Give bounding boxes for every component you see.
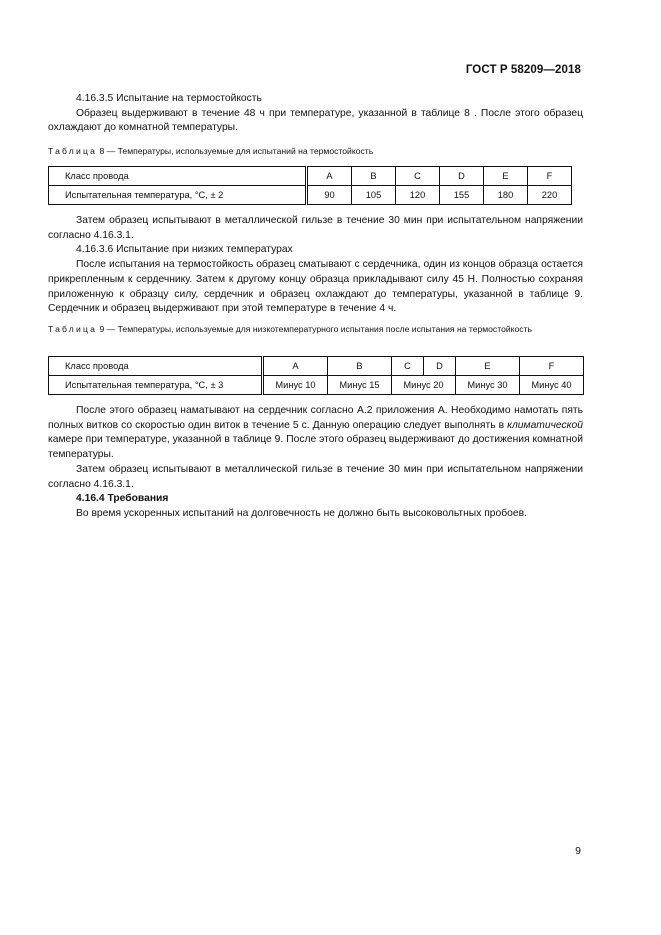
table8-class-cell: E [484, 167, 528, 186]
table8-temp-cell: 220 [528, 186, 572, 205]
table-row [49, 357, 584, 376]
table9-class-cell: E [456, 357, 520, 376]
table9-header-class: Класс провода [49, 357, 263, 376]
table9-temp-cell: Минус 30 [456, 376, 520, 395]
table9-class-cell: C [392, 357, 424, 376]
table8-class-cell: B [352, 167, 396, 186]
table9-temp-cell: Минус 15 [328, 376, 392, 395]
paragraph-winding-start: После этого образец наматывают на сердечник согласно А.2 приложения А. Необходимо намотать пять полных витков со скоростью один виток в течение 5 с. Данную операцию следует выполнять в [48, 405, 583, 431]
table8-header-temp: Испытательная температура, °C, ± 2 [49, 186, 307, 205]
paragraph-low-temp-procedure: После испытания на термостойкость образец сматывают с сердечника, один из концов образца остается прикрепленным к сердечнику. Затем к другому концу образца прикладывают силу 45 Н. Полностью сохраняя приложенную к образцу силу, сердечник и образец охлаждают до температуры, указанной в таблице 9. Сердечник и образец выдерживают при этой температуре в течение 4 ч. [48, 259, 583, 315]
paragraph-sleeve-test-2: Затем образец испытывают в металлической гильзе в течение 30 мин при испытательном напряжении согласно 4.16.3.1. [48, 463, 583, 490]
table9-caption [48, 323, 583, 335]
table8-class-cell: D [440, 167, 484, 186]
table8-class-cell: A [307, 167, 352, 186]
section-title-4-16-3-5: 4.16.3.5 Испытание на термостойкость [76, 93, 262, 104]
section-title-4-16-3-6: 4.16.3.6 Испытание при низких температурах [76, 244, 293, 256]
table9 [48, 356, 584, 395]
table9-class-cell: F [520, 357, 584, 376]
table8-temp-cell: 120 [396, 186, 440, 205]
table8-class-cell: F [528, 167, 572, 186]
paragraph-hold-48h: Образец выдерживают в течение 48 ч при температуре, указанной в таблице 8 . После этого образец охлаждают до комнатной температуры. [48, 107, 583, 134]
table9-class-cell: B [328, 357, 392, 376]
table-row [49, 376, 584, 395]
table9-temp-cell: Минус 10 [263, 376, 328, 395]
table8-temp-cell: 105 [352, 186, 396, 205]
table9-caption-prefix: Таблица [48, 324, 98, 334]
table8-temp-cell: 90 [307, 186, 352, 205]
table9-header-temp: Испытательная температура, °C, ± 3 [49, 376, 263, 395]
section-4-16-3-6 [48, 214, 583, 317]
table8-caption-prefix: Таблица [48, 146, 98, 156]
table9-temp-cell: Минус 40 [520, 376, 584, 395]
table9-class-cell: A [263, 357, 328, 376]
table8 [48, 166, 572, 205]
section-title-4-16-4: 4.16.4 Требования [76, 493, 169, 505]
paragraph-winding [48, 404, 583, 463]
table8-class-cell: C [396, 167, 440, 186]
table9-temp-cell: Минус 20 [392, 376, 456, 395]
table8-caption [48, 145, 583, 157]
table-row [49, 167, 572, 186]
table8-temp-cell: 180 [484, 186, 528, 205]
paragraph-sleeve-test-1: Затем образец испытывают в металлической гильзе в течение 30 мин при испытательном напряжении согласно 4.16.3.1. [48, 215, 583, 241]
paragraph-winding-end: камере при температуре, указанной в таблице 9. После этого образец выдерживают до достижения комнатной температуры. [48, 434, 583, 461]
document-code: ГОСТ Р 58209—2018 [465, 64, 581, 76]
table8-header-class: Класс провода [49, 167, 307, 186]
table9-caption-text: 9 — Температуры, используемые для низкотемпературного испытания после испытания на термостойкость [97, 324, 532, 334]
paragraph-winding-italic: климатической [507, 419, 583, 431]
table-row [49, 186, 572, 205]
section-4-16-3-5 [48, 92, 583, 136]
section-after-table9 [48, 404, 583, 522]
page-number: 9 [575, 845, 581, 857]
table8-caption-text: 8 — Температуры, используемые для испытаний на термостойкость [97, 146, 374, 156]
table8-temp-cell: 155 [440, 186, 484, 205]
paragraph-requirements: Во время ускоренных испытаний на долговечность не должно быть высоковольтных пробоев. [76, 507, 527, 519]
table9-class-cell: D [424, 357, 456, 376]
